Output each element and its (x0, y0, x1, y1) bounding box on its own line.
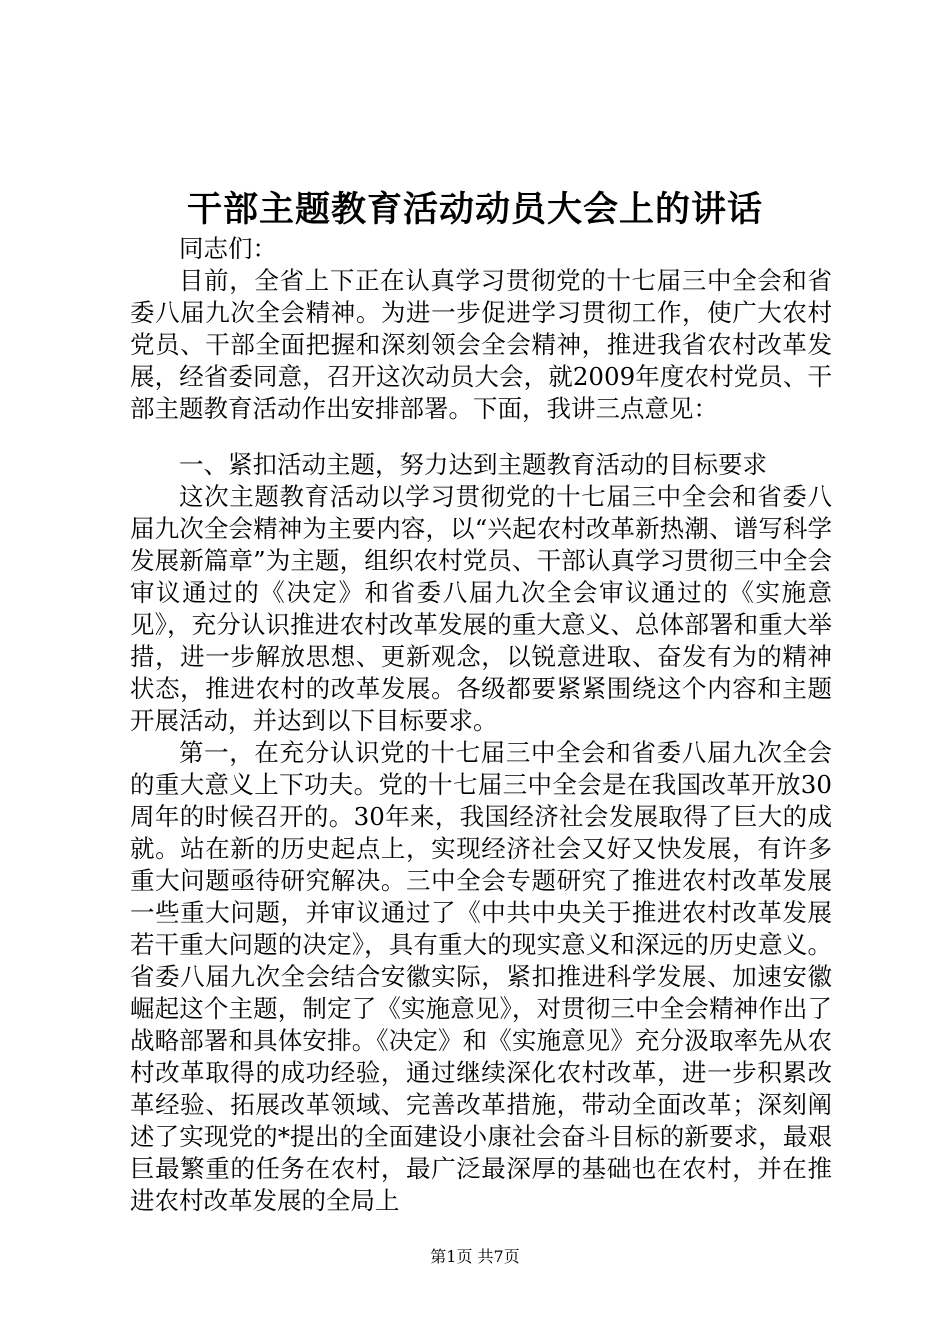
salutation-paragraph: 同志们： (179, 234, 277, 263)
document-title: 干部主题教育活动动员大会上的讲话 (186, 189, 763, 230)
intro-paragraph: 目前，全省上下正在认真学习贯彻党的十七届三中全会和省委八届九次全会精神。为进一步促进学习贯彻工作，使广大农村党员、干部全面把握和深刻领会全会精神，推进我省农村改革发展，经省委同意，召开这次动员大会，就2009年度农村党员、干部主题教育活动作出安排部署。下面，我讲三点意见： (130, 266, 832, 423)
section-heading-1: 一、紧扣活动主题，努力达到主题教育活动的目标要求 (179, 450, 767, 479)
body-paragraph-2: 第一，在充分认识党的十七届三中全会和省委八届九次全会的重大意义上下功夫。党的十七届三中全会是在我国改革开放30周年的时候召开的。30年来，我国经济社会发展取得了巨大的成就。站在新的历史起点上，实现经济社会又好又快发展，有许多重大问题亟待研究解决。三中全会专题研究了推进农村改革发展一些重大问题，并审议通过了《中共中央关于推进农村改革发展若干重大问题的决定》，具有重大的现实意义和深远的历史意义。省委八届九次全会结合安徽实际，紧扣推进科学发展、加速安徽崛起这个主题，制定了《实施意见》，对贯彻三中全会精神作出了战略部署和具体安排。《决定》和《实施意见》充分汲取率先从农村改革取得的成功经验，通过继续深化农村改革，进一步积累改革经验、拓展改革领域、完善改革措施，带动全面改革；深刻阐述了实现党的*提出的全面建设小康社会奋斗目标的新要求，最艰巨最繁重的任务在农村，最广泛最深厚的基础也在农村，并在推进农村改革发展的全局上 (130, 738, 832, 1215)
document-body (130, 233, 832, 1217)
page-footer: 第1页 共7页 (430, 1247, 520, 1266)
body-paragraph-1: 这次主题教育活动以学习贯彻党的十七届三中全会和省委八届九次全会精神为主要内容，以“兴起农村改革新热潮、谱写科学发展新篇章”为主题，组织农村党员、干部认真学习贯彻三中全会审议通过的《决定》和省委八届九次全会审议通过的《实施意见》，充分认识推进农村改革发展的重大意义、总体部署和重大举措，进一步解放思想、更新观念，以锐意进取、奋发有为的精神状态，推进农村的改革发展。各级都要紧紧围绕这个内容和主题开展活动，并达到以下目标要求。 (130, 482, 832, 735)
